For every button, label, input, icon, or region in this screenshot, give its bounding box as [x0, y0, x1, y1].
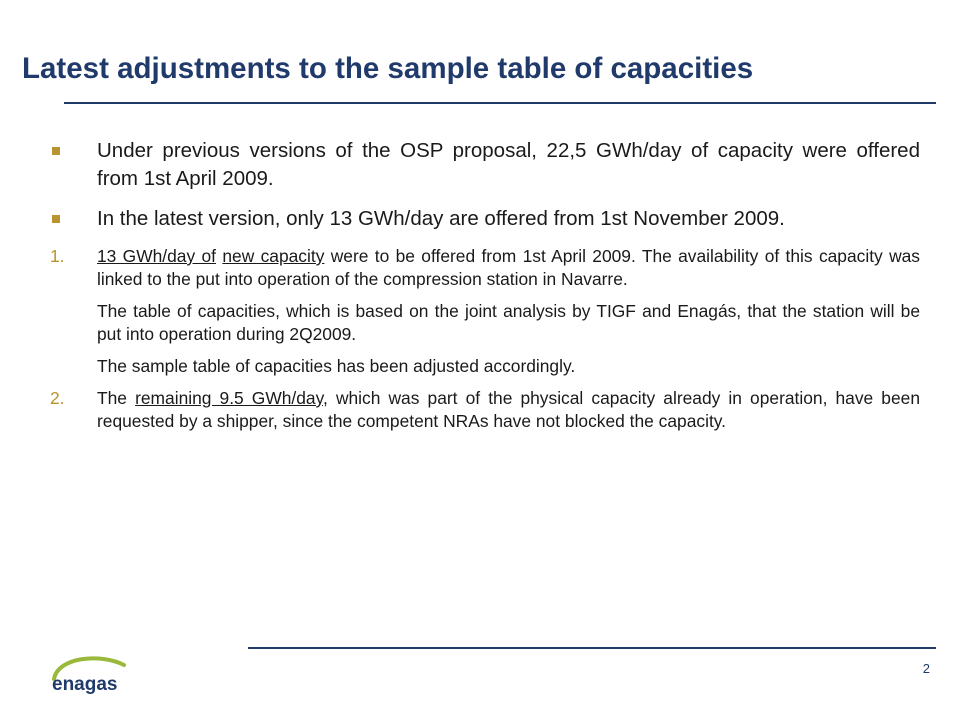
body-paragraph: The table of capacities, which is based on the joint analysis by TIGF and Enagás, that the station will be put into operation during 2Q2009.	[97, 301, 920, 344]
title-divider	[64, 102, 936, 104]
numbered-item	[50, 245, 920, 291]
slide-title: Latest adjustments to the sample table of capacities	[22, 52, 754, 85]
numbered-item	[50, 387, 920, 433]
slide-body	[50, 137, 920, 442]
bullet-text: In the latest version, only 13 GWh/day are offered from 1st November 2009.	[97, 207, 785, 230]
bullet-item	[50, 137, 920, 193]
page-number: 2	[922, 661, 930, 676]
bullet-item	[50, 205, 920, 233]
item-text: The	[97, 388, 136, 408]
item-text: were to be offered from 1st April 2009. The availability of this capacity was linked to the put into operation of the compression station in Navarre.	[97, 246, 921, 289]
underlined-text: remaining 9.5 GWh/day	[135, 388, 324, 408]
item-number: 2.	[50, 388, 65, 408]
square-bullet-icon	[52, 215, 60, 223]
bullet-text: Under previous versions of the OSP proposal, 22,5 GWh/day of capacity were offered from 1st April 2009.	[97, 139, 920, 190]
enagas-logo	[48, 651, 132, 701]
item-text: , which was part of the physical capacity already in operation, have been requested by a shipper, since the competent NRAs have not blocked the capacity.	[97, 388, 920, 431]
item-number: 1.	[50, 246, 65, 266]
underlined-text: new capacity	[222, 246, 325, 266]
footer-divider	[248, 647, 936, 649]
square-bullet-icon	[52, 147, 60, 155]
body-paragraph: The sample table of capacities has been adjusted accordingly.	[97, 356, 576, 376]
underlined-text: 13 GWh/day of	[97, 246, 217, 266]
logo-text: enagas	[52, 674, 118, 695]
